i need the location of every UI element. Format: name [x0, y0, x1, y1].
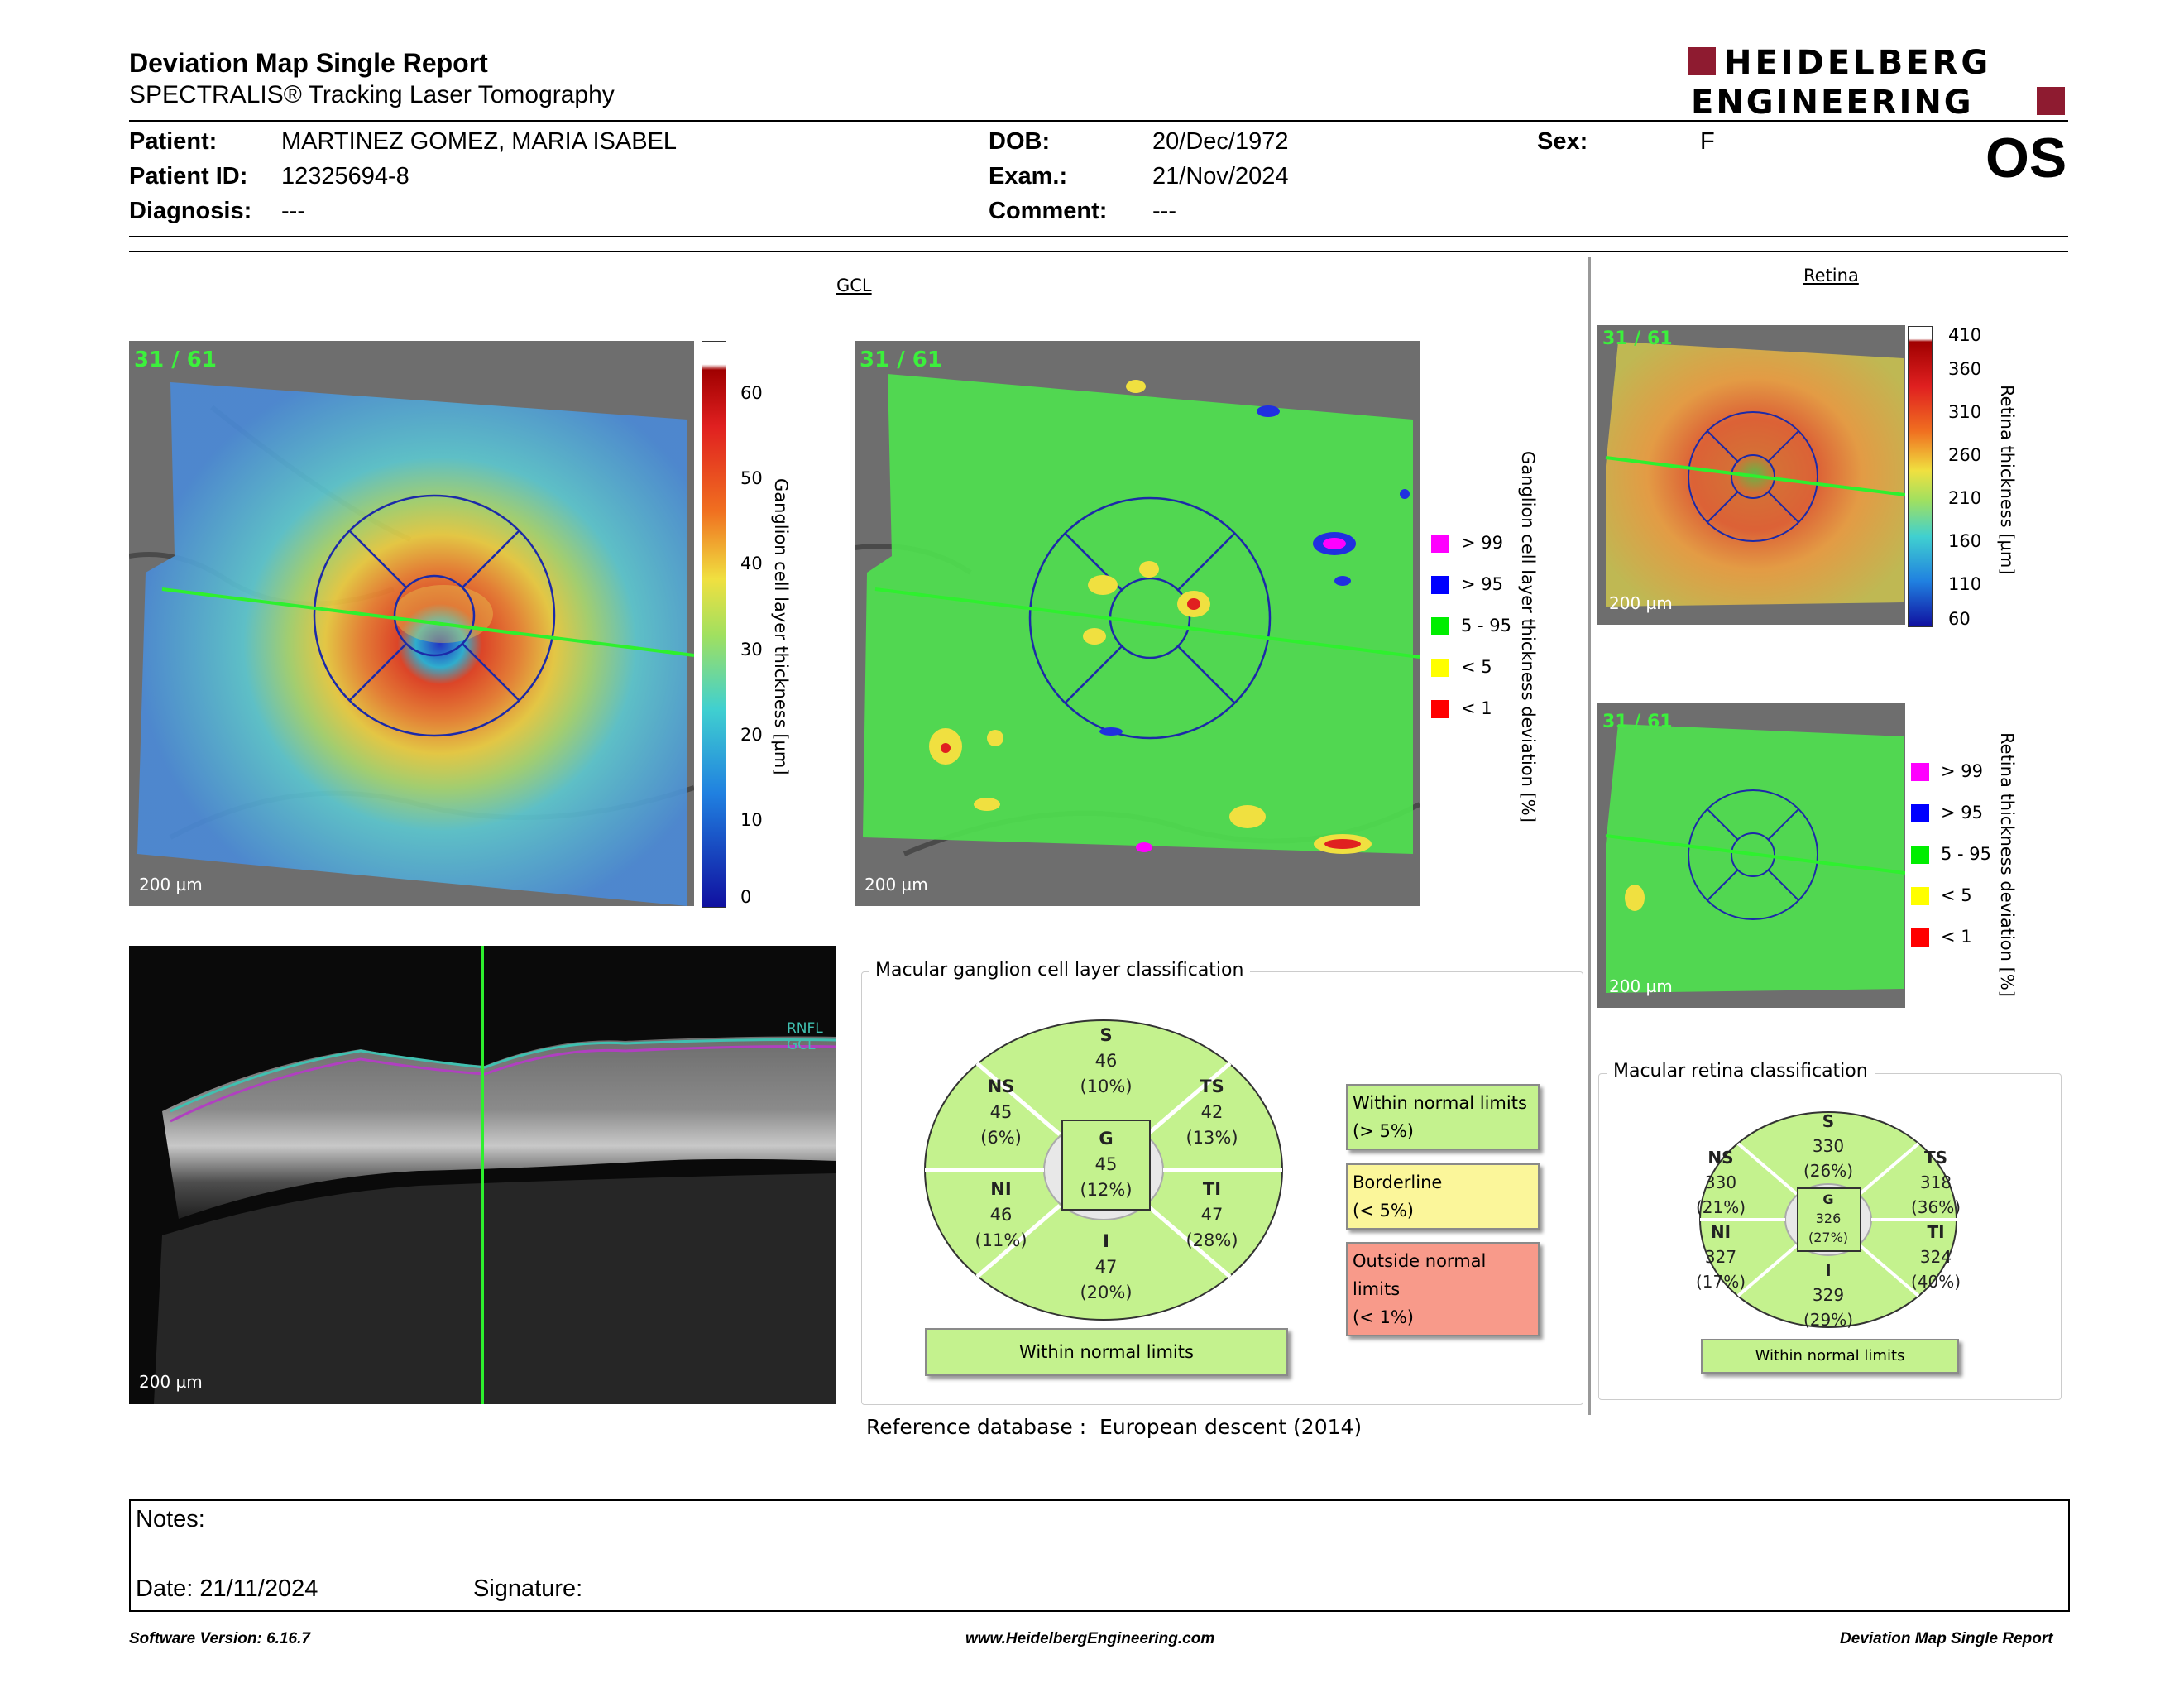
dob-value: 20/Dec/1972 — [1152, 128, 1289, 155]
retina-section-title: Retina — [1803, 266, 1859, 285]
logo-text-2: ENGINEERING — [1691, 84, 1974, 120]
retina-classification-title: Macular retina classification — [1607, 1061, 1875, 1081]
retina-result-box: Within normal limits — [1701, 1339, 1959, 1374]
gcl-key-borderline: Borderline (< 5%) — [1346, 1163, 1540, 1230]
retina-dev-frame-count: 31 / 61 — [1602, 712, 1673, 732]
retina-cb-tick: 360 — [1948, 359, 1982, 379]
retina-legend-5-95: 5 - 95 — [1911, 844, 1991, 864]
retina-sector-ns: NS 330 (21%) — [1695, 1148, 1746, 1217]
diagnosis-label: Diagnosis: — [129, 198, 252, 224]
patient-name: MARTINEZ GOMEZ, MARIA ISABEL — [281, 128, 678, 155]
comment-value: --- — [1152, 198, 1176, 224]
gcl-sector-g: G 45 (12%) — [1080, 1129, 1133, 1200]
footer-report-name: Deviation Map Single Report — [1840, 1630, 2053, 1647]
retina-thickness-map — [1597, 325, 1905, 625]
gcl-sector-ti: TI 47 (28%) — [1185, 1179, 1238, 1250]
gcl-legend-lt1: < 1 — [1431, 698, 1492, 718]
gcl-sector-i: I 47 (20%) — [1080, 1231, 1133, 1302]
retina-sector-i: I 329 (29%) — [1803, 1260, 1854, 1330]
retina-scale-label: 200 µm — [1609, 593, 1673, 613]
retina-deviation-map — [1597, 703, 1905, 1008]
gcl-classification-title: Macular ganglion cell layer classification — [869, 960, 1250, 981]
report-subtitle: SPECTRALIS® Tracking Laser Tomography — [129, 81, 615, 108]
gcl-dev-scale-label: 200 µm — [864, 875, 928, 894]
retina-cb-tick: 410 — [1948, 325, 1982, 345]
exam-label: Exam.: — [989, 163, 1068, 189]
exam-value: 21/Nov/2024 — [1152, 163, 1289, 189]
retina-cb-tick: 260 — [1948, 445, 1982, 465]
sex-label: Sex: — [1537, 128, 1588, 155]
reference-database: Reference database : European descent (2014) — [866, 1415, 1363, 1439]
retina-sector-s: S 330 (26%) — [1803, 1111, 1854, 1181]
gcl-scale-label: 200 µm — [139, 875, 203, 894]
gcl-key-normal: Within normal limits (> 5%) — [1346, 1084, 1540, 1150]
retina-legend-lt5: < 5 — [1911, 885, 1972, 905]
footer-software-version: Software Version: 6.16.7 — [129, 1630, 310, 1647]
retina-sector-ti: TI 324 (40%) — [1910, 1222, 1961, 1292]
gcl-thickness-map — [129, 341, 694, 906]
gcl-result-box: Within normal limits — [925, 1328, 1288, 1376]
retina-legend-gt95: > 95 — [1911, 803, 1983, 822]
gcl-sector-ni: NI 46 (11%) — [975, 1179, 1027, 1250]
retina-deviation-axis-label: Retina thickness deviation [%] — [1997, 732, 2017, 997]
bscan-layer-labels: RNFL GCL — [787, 1020, 823, 1053]
gcl-deviation-axis-label: Ganglion cell layer thickness deviation [%] — [1518, 451, 1538, 822]
gcl-legend-gt99: > 99 — [1431, 533, 1503, 553]
retina-cb-tick: 310 — [1948, 402, 1982, 422]
gcl-sector-ns: NS 45 (6%) — [980, 1077, 1022, 1148]
eye-indicator: OS — [1985, 127, 2067, 189]
section-divider — [1588, 257, 1591, 1415]
gcl-thickness-axis-label: Ganglion cell layer thickness [µm] — [771, 478, 791, 775]
footer-website: www.HeidelbergEngineering.com — [965, 1630, 1215, 1647]
notes-signature: Signature: — [473, 1575, 583, 1602]
notes-date: Date: 21/11/2024 — [136, 1575, 318, 1602]
diagnosis-value: --- — [281, 198, 305, 224]
logo-text-1: HEIDELBERG — [1724, 46, 1992, 82]
report-title: Deviation Map Single Report — [129, 48, 488, 78]
retina-cb-tick: 160 — [1948, 531, 1982, 551]
patient-id: 12325694-8 — [281, 163, 410, 189]
gcl-cb-tick: 40 — [740, 554, 763, 573]
gcl-cb-tick: 10 — [740, 810, 763, 830]
patient-label: Patient: — [129, 128, 218, 155]
gcl-sector-ts: TS 42 (13%) — [1185, 1077, 1238, 1148]
retina-sector-g: G 326 (27%) — [1808, 1192, 1849, 1245]
retina-cb-tick: 60 — [1948, 609, 1971, 629]
gcl-cb-tick: 0 — [740, 887, 752, 907]
gcl-deviation-map — [855, 341, 1420, 906]
gcl-cb-tick: 30 — [740, 640, 763, 659]
gcl-sector-s: S 46 (10%) — [1080, 1025, 1133, 1096]
sex-value: F — [1700, 128, 1715, 155]
gcl-cb-tick: 60 — [740, 383, 763, 403]
gcl-legend-lt5: < 5 — [1431, 657, 1492, 677]
gcl-dev-frame-count: 31 / 61 — [860, 348, 942, 372]
gcl-frame-count: 31 / 61 — [134, 348, 217, 372]
gcl-section-title: GCL — [836, 276, 872, 295]
notes-box[interactable] — [129, 1499, 2070, 1612]
gcl-legend-gt95: > 95 — [1431, 574, 1503, 594]
retina-cb-tick: 210 — [1948, 488, 1982, 508]
retina-frame-count: 31 / 61 — [1602, 328, 1673, 349]
patient-id-label: Patient ID: — [129, 163, 248, 189]
gcl-thickness-colorbar — [702, 341, 726, 908]
bscan-scale-label: 200 µm — [139, 1372, 203, 1392]
retina-legend-lt1: < 1 — [1911, 927, 1972, 947]
retina-dev-scale-label: 200 µm — [1609, 976, 1673, 996]
comment-label: Comment: — [989, 198, 1108, 224]
heidelberg-logo — [1688, 46, 2068, 120]
notes-label: Notes: — [136, 1506, 205, 1532]
retina-cb-tick: 110 — [1948, 574, 1982, 594]
oct-bscan-image — [129, 946, 836, 1404]
dob-label: DOB: — [989, 128, 1051, 155]
retina-thickness-colorbar — [1908, 326, 1933, 627]
gcl-key-outside: Outside normal limits (< 1%) — [1346, 1242, 1540, 1336]
retina-legend-gt99: > 99 — [1911, 761, 1983, 781]
retina-sector-ts: TS 318 (36%) — [1910, 1148, 1961, 1217]
retina-sector-ni: NI 327 (17%) — [1695, 1222, 1746, 1292]
gcl-legend-5-95: 5 - 95 — [1431, 616, 1511, 635]
gcl-cb-tick: 20 — [740, 725, 763, 745]
gcl-cb-tick: 50 — [740, 468, 763, 488]
retina-thickness-axis-label: Retina thickness [µm] — [1997, 385, 2017, 575]
